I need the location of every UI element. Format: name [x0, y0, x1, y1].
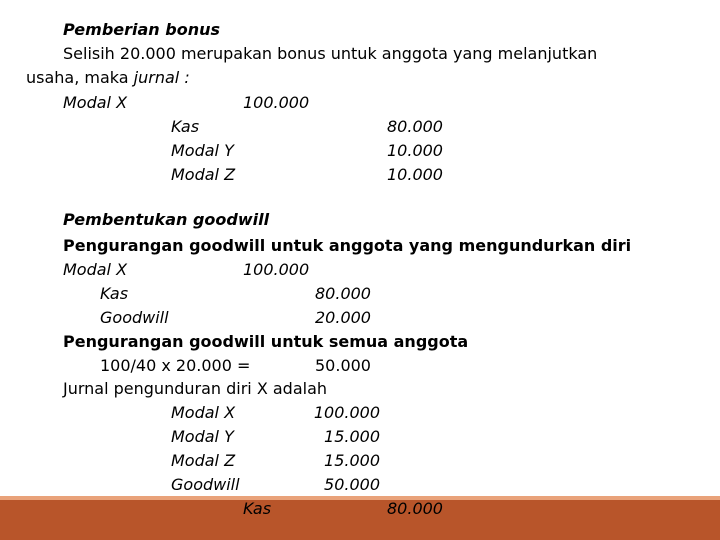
- heading-pembentukan-goodwill: Pembentukan goodwill: [63, 210, 270, 229]
- paragraph-line-2: [26, 68, 190, 88]
- journal1-credit-modal-y: 10.000: [387, 141, 443, 160]
- journal3-account-goodwill: Goodwill: [171, 475, 240, 494]
- journal1-credit-modal-z: 10.000: [387, 165, 443, 184]
- journal3-account-modal-z: Modal Z: [171, 451, 236, 470]
- journal2-account-modal-x: Modal X: [63, 260, 128, 279]
- footer-accent-line: [0, 496, 720, 500]
- journal3-amount-kas: 80.000: [387, 499, 443, 518]
- heading-pemberian-bonus: Pemberian bonus: [63, 20, 221, 39]
- journal3-account-kas: Kas: [243, 499, 272, 518]
- subheading-pengurangan-semua: Pengurangan goodwill untuk semua anggota: [63, 332, 469, 351]
- journal1-debit-modal-x: 100.000: [243, 93, 310, 112]
- journal3-account-modal-y: Modal Y: [171, 427, 234, 446]
- journal1-account-modal-x: Modal X: [63, 93, 128, 112]
- journal1-account-modal-y: Modal Y: [171, 141, 234, 160]
- journal1-account-kas: Kas: [171, 117, 200, 136]
- subheading-pengurangan-anggota: Pengurangan goodwill untuk anggota yang mengundurkan diri: [63, 236, 632, 255]
- journal2-credit-goodwill: 20.000: [315, 308, 371, 327]
- paragraph-line-2-text: usaha, maka: [26, 68, 134, 87]
- closing-line: Jurnal pengunduran diri X adalah: [63, 379, 328, 398]
- journal2-account-goodwill: Goodwill: [100, 308, 169, 327]
- journal2-credit-kas: 80.000: [315, 284, 371, 303]
- paragraph-line-1: Selisih 20.000 merupakan bonus untuk anggota yang melanjutkan: [63, 44, 598, 63]
- calc-result: 50.000: [315, 356, 371, 375]
- journal2-account-kas: Kas: [100, 284, 129, 303]
- journal2-debit-modal-x: 100.000: [243, 260, 310, 279]
- paragraph-line-2-italic: jurnal :: [133, 68, 190, 87]
- journal3-account-modal-x: Modal X: [171, 403, 236, 422]
- journal3-amount-modal-z: 15.000: [324, 451, 380, 470]
- journal3-amount-modal-x: 100.000: [313, 403, 380, 422]
- journal1-account-modal-z: Modal Z: [171, 165, 236, 184]
- journal3-amount-goodwill: 50.000: [324, 475, 380, 494]
- footer-bar: [0, 496, 720, 540]
- journal1-credit-kas: 80.000: [387, 117, 443, 136]
- calc-expression: 100/40 x 20.000 =: [100, 356, 251, 375]
- journal3-amount-modal-y: 15.000: [324, 427, 380, 446]
